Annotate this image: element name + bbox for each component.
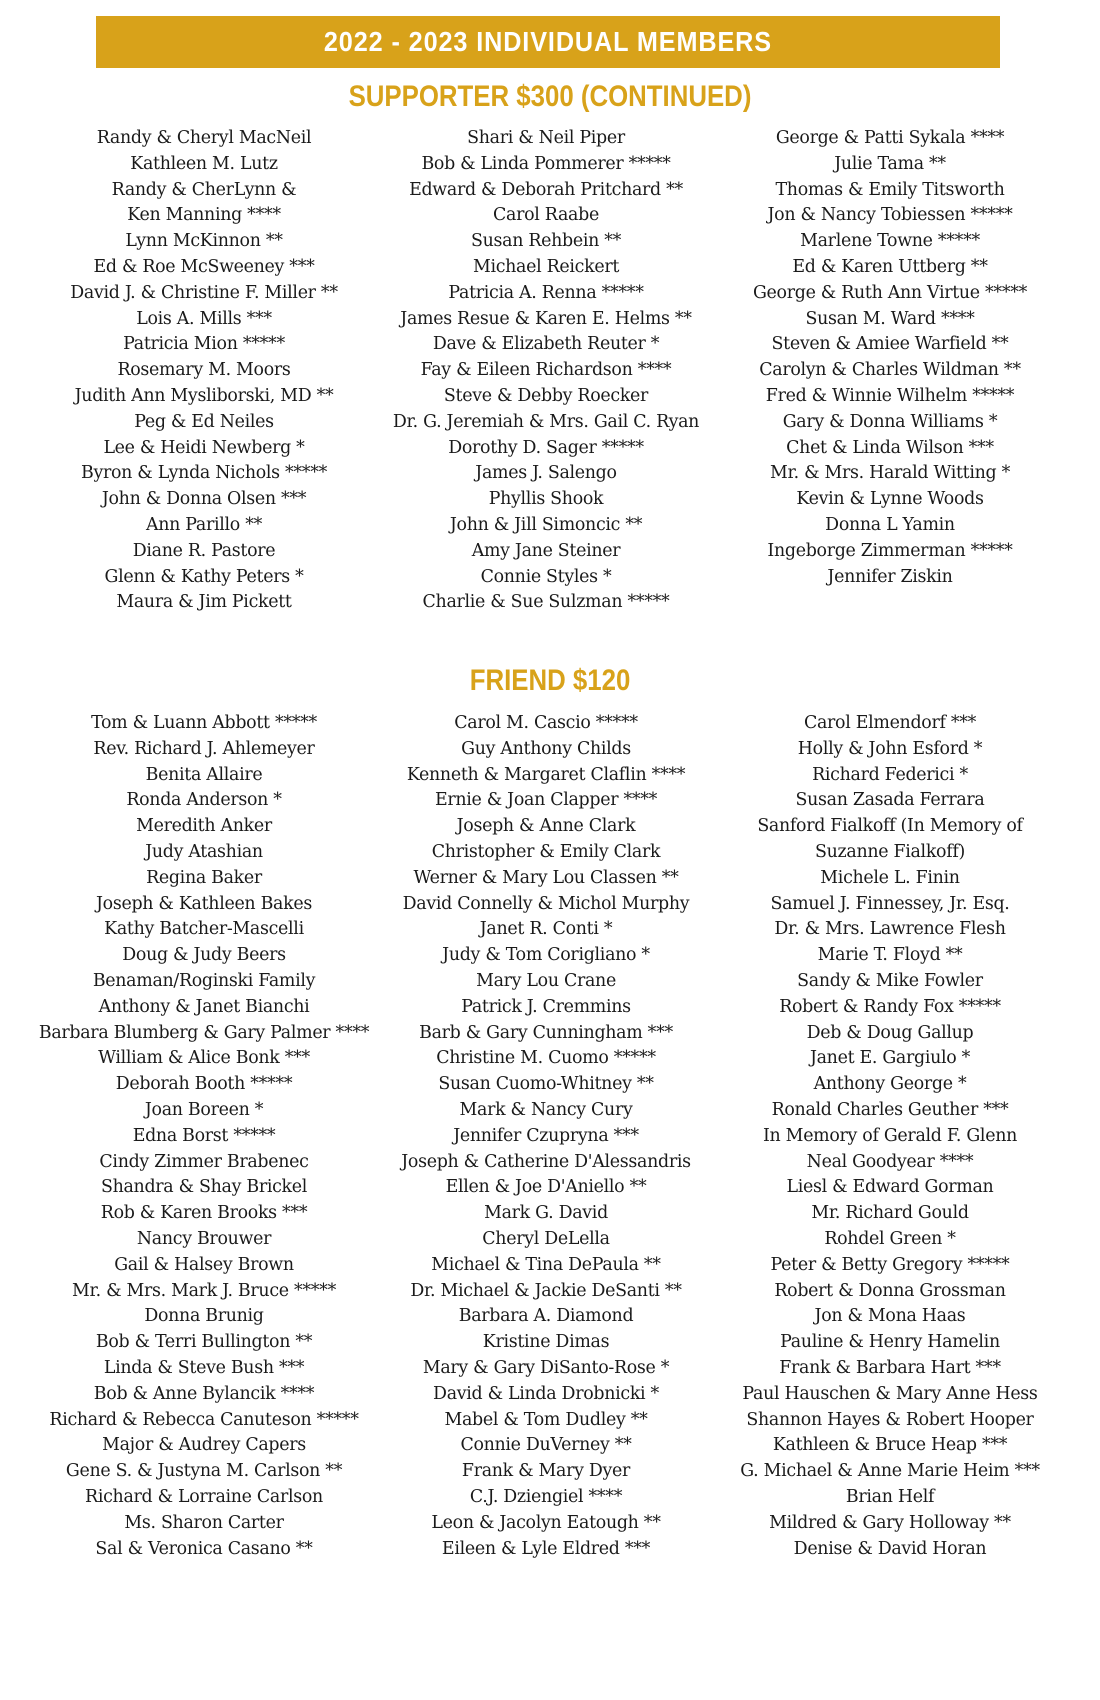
member-name: Charlie & Sue Sulzman ***** (422, 592, 670, 613)
member-name: Barb & Gary Cunningham *** (419, 1022, 673, 1043)
member-name: Randy & CherLynn & (111, 179, 297, 200)
member-name: David J. & Christine F. Miller ** (70, 282, 338, 303)
member-name: Joseph & Anne Clark (456, 816, 636, 837)
section-title-friend: FRIEND $120 (469, 664, 631, 697)
member-name: Brian Helf (845, 1486, 935, 1507)
member-name: Christine M. Cuomo ***** (436, 1048, 656, 1069)
member-name: Sandy & Mike Fowler (797, 970, 983, 991)
member-name: Carol Raabe (493, 205, 599, 226)
member-name: Chet & Linda Wilson *** (786, 437, 994, 458)
member-name: Neal Goodyear **** (806, 1151, 974, 1172)
member-name: Major & Audrey Capers (102, 1435, 306, 1456)
member-name: Edna Borst ***** (132, 1125, 276, 1146)
member-name: Carolyn & Charles Wildman ** (759, 360, 1021, 381)
member-name: Ronda Anderson * (126, 790, 282, 811)
member-name: Judy Atashian (145, 841, 263, 862)
member-name: Meredith Anker (136, 816, 272, 837)
member-name: Donna Brunig (144, 1306, 264, 1327)
member-name: C.J. Dziengiel **** (469, 1486, 623, 1507)
member-name: Susan Cuomo-Whitney ** (438, 1074, 654, 1095)
member-name: Anthony George * (813, 1074, 967, 1095)
member-name: Gary & Donna Williams * (782, 411, 998, 432)
member-name: Dr. G. Jeremiah & Mrs. Gail C. Ryan (392, 411, 700, 432)
member-name: Denise & David Horan (793, 1538, 987, 1559)
member-name: Eileen & Lyle Eldred *** (441, 1538, 651, 1559)
member-name: Dorothy D. Sager ***** (448, 437, 644, 458)
member-name: Mark & Nancy Cury (459, 1099, 633, 1120)
member-name: John & Donna Olsen *** (101, 489, 307, 510)
member-name: Deb & Doug Gallup (806, 1022, 974, 1043)
member-name: Doug & Judy Beers (122, 945, 286, 966)
member-name: Bob & Linda Pommerer ***** (421, 153, 671, 174)
member-name: Regina Baker (146, 867, 262, 888)
member-name: Kathleen & Bruce Heap *** (772, 1435, 1008, 1456)
member-name: John & Jill Simoncic ** (449, 514, 643, 535)
member-name: Lynn McKinnon ** (125, 231, 283, 252)
member-name: Ed & Roe McSweeney *** (93, 256, 315, 277)
member-name: Peg & Ed Neiles (134, 411, 274, 432)
member-name: Benaman/Roginski Family (92, 970, 316, 991)
member-name: Rosemary M. Moors (117, 360, 291, 381)
member-name: Holly & John Esford * (797, 738, 983, 759)
member-name: Mr. Richard Gould (811, 1203, 969, 1224)
member-name: Jennifer Czuprynа *** (453, 1125, 639, 1146)
member-name: Lee & Heidi Newberg * (103, 437, 305, 458)
member-name: Mildred & Gary Holloway ** (769, 1512, 1011, 1533)
member-name: Janet E. Gargiulo * (809, 1048, 971, 1069)
member-name: Rob & Karen Brooks *** (100, 1203, 308, 1224)
member-name: Byron & Lynda Nichols ***** (80, 463, 327, 484)
member-name: Ms. Sharon Carter (124, 1512, 284, 1533)
member-name: Fred & Winnie Wilhelm ***** (765, 385, 1015, 406)
member-name: Ingeborge Zimmerman ***** (767, 540, 1013, 561)
member-name: Ernie & Joan Clapper **** (434, 790, 658, 811)
member-name: In Memory of Gerald F. Glenn (762, 1125, 1017, 1146)
member-name: Lois A. Mills *** (136, 308, 272, 329)
column-1 (34, 126, 374, 616)
member-name: Janet R. Conti * (479, 919, 613, 940)
member-name: Joan Boreen * (144, 1099, 264, 1120)
member-name: Ed & Karen Uttberg ** (792, 256, 988, 277)
member-name: Richard Federici * (812, 764, 968, 785)
member-name: Connie Styles * (480, 566, 612, 587)
member-name: Anthony & Janet Bianchi (98, 996, 310, 1017)
member-name: Christopher & Emily Clark (431, 841, 661, 862)
member-name: Pauline & Henry Hamelin (780, 1332, 1000, 1353)
member-name: David Connelly & Michol Murphy (402, 893, 690, 914)
member-name: Patrick J. Cremmins (461, 996, 631, 1017)
member-name: Edward & Deborah Pritchard ** (409, 179, 683, 200)
member-name: Dr. & Mrs. Lawrence Flesh (774, 919, 1006, 940)
member-name: Mary Lou Crane (476, 970, 616, 991)
member-name: Kevin & Lynne Woods (796, 489, 984, 510)
header-banner (96, 16, 1000, 68)
member-name: Thomas & Emily Titsworth (775, 179, 1005, 200)
member-name: Mr. & Mrs. Mark J. Bruce ***** (72, 1280, 336, 1301)
member-name: Frank & Mary Dyer (461, 1461, 631, 1482)
member-name: Mabel & Tom Dudley ** (444, 1409, 648, 1430)
member-name: Joseph & Kathleen Bakes (96, 893, 312, 914)
member-name: Suzanne Fialkoff) (815, 841, 965, 862)
member-name: Robert & Donna Grossman (774, 1280, 1006, 1301)
member-name: Mary & Gary DiSanto-Rose * (422, 1357, 670, 1378)
member-name: Cheryl DeLella (482, 1228, 610, 1249)
member-name: Patricia Mion ***** (123, 334, 285, 355)
member-name: Steve & Debby Roecker (443, 385, 649, 406)
member-name: Connie DuVerney ** (460, 1435, 632, 1456)
member-name: Shari & Neil Piper (467, 128, 625, 148)
member-name: Fay & Eileen Richardson **** (420, 360, 672, 381)
member-name: Mr. & Mrs. Harald Witting * (770, 463, 1010, 484)
member-name: Sal & Veronica Casano ** (95, 1538, 313, 1559)
member-name: Kathleen M. Lutz (130, 153, 278, 174)
member-name: Susan Zasada Ferrara (795, 790, 985, 811)
member-name: Steven & Amiee Warfield ** (771, 334, 1009, 355)
member-name: Linda & Steve Bush *** (103, 1357, 305, 1378)
member-name: George & Ruth Ann Virtue ***** (752, 282, 1028, 303)
member-name: Marie T. Floyd ** (817, 945, 963, 966)
member-name: Barbara Blumberg & Gary Palmer **** (38, 1022, 370, 1043)
member-name: Michele L. Finin (820, 867, 960, 888)
member-name: Rev. Richard J. Ahlemeyer (93, 738, 315, 759)
member-name: Bob & Terri Bullington ** (95, 1332, 313, 1353)
member-name: Judith Ann Mysliborski, MD ** (74, 385, 334, 406)
member-name: Phyllis Shook (488, 489, 604, 510)
member-name: Richard & Rebecca Canuteson ***** (49, 1409, 359, 1430)
member-name: Glenn & Kathy Peters * (104, 566, 304, 587)
member-name: Deborah Booth ***** (115, 1074, 293, 1095)
member-name: Kenneth & Margaret Claflin **** (406, 764, 686, 785)
member-name: Gene S. & Justyna M. Carlson ** (65, 1461, 343, 1482)
member-name: Kathy Batcher-Mascelli (104, 919, 304, 940)
page-title: 2022 - 2023 INDIVIDUAL MEMBERS (323, 26, 773, 57)
member-name: G. Michael & Anne Marie Heim *** (740, 1461, 1040, 1482)
member-name: Rohdel Green * (824, 1228, 956, 1249)
member-name: Paul Hauschen & Mary Anne Hess (742, 1383, 1038, 1404)
member-name: Julie Tama ** (834, 153, 946, 174)
member-name: Jennifer Ziskin (827, 566, 953, 587)
member-name: Jon & Mona Haas (814, 1306, 966, 1327)
member-name: Guy Anthony Childs (461, 738, 631, 759)
member-name: Bob & Anne Bylancik **** (93, 1383, 315, 1404)
member-name: Tom & Luann Abbott ***** (91, 713, 317, 733)
member-name: Michael & Tina DePaula ** (431, 1254, 661, 1275)
column-1 (34, 711, 374, 1562)
member-name: Maura & Jim Pickett (116, 592, 292, 613)
member-name: James Resue & Karen E. Helms ** (400, 308, 692, 329)
member-name: Dr. Michael & Jackie DeSanti ** (410, 1280, 682, 1301)
member-name: Kristine Dimas (482, 1332, 610, 1353)
member-name: Carol M. Cascio ***** (454, 713, 638, 733)
member-name: Leon & Jacolyn Eatough ** (431, 1512, 661, 1533)
member-name: Patricia A. Renna ***** (448, 282, 644, 303)
member-name: Ann Parillo ** (146, 514, 262, 535)
member-name: Diane R. Pastore (132, 540, 276, 561)
member-name: William & Alice Bonk *** (98, 1048, 310, 1069)
column-3 (720, 711, 1060, 1562)
member-name: Susan M. Ward **** (805, 308, 975, 329)
member-name: Judy & Tom Corigliano * (442, 945, 650, 966)
member-name: Dave & Elizabeth Reuter * (432, 334, 660, 355)
member-name: David & Linda Drobnicki * (433, 1383, 659, 1404)
member-name: Amy Jane Steiner (471, 540, 621, 561)
member-name: Barbara A. Diamond (458, 1306, 634, 1327)
member-name: Donna L Yamin (825, 514, 955, 535)
member-name: Cindy Zimmer Brabenec (99, 1151, 309, 1172)
member-name: Benita Allaire (145, 764, 263, 785)
member-name: Carol Elmendorf *** (803, 713, 977, 733)
member-name: Ellen & Joe D'Aniello ** (445, 1177, 647, 1198)
member-name: Ronald Charles Geuther *** (771, 1099, 1009, 1120)
member-name: Liesl & Edward Gorman (786, 1177, 994, 1198)
member-name: Nancy Brouwer (136, 1228, 272, 1249)
column-2 (376, 711, 716, 1562)
member-name: Randy & Cheryl MacNeil (96, 128, 312, 148)
section-title-supporter: SUPPORTER $300 (CONTINUED) (348, 80, 752, 113)
member-name: Werner & Mary Lou Classen ** (413, 867, 679, 888)
member-name: Ken Manning **** (127, 205, 281, 226)
member-name: Robert & Randy Fox ***** (779, 996, 1001, 1017)
member-name: Michael Reickert (472, 256, 620, 277)
member-name: Susan Rehbein ** (470, 231, 622, 252)
member-name: Samuel J. Finnessey, Jr. Esq. (770, 893, 1010, 914)
column-2 (376, 126, 716, 616)
member-name: Sanford Fialkoff (In Memory of (757, 816, 1023, 837)
member-name: Joseph & Catherine D'Alessandris (401, 1151, 691, 1172)
column-3 (720, 126, 1060, 590)
member-name: Mark G. David (484, 1203, 608, 1224)
member-name: George & Patti Sykala **** (775, 128, 1005, 148)
member-name: Frank & Barbara Hart *** (779, 1357, 1001, 1378)
member-name: Gail & Halsey Brown (114, 1254, 294, 1275)
member-name: Marlene Towne ***** (800, 231, 980, 252)
member-name: Shandra & Shay Brickel (100, 1177, 308, 1198)
member-name: Jon & Nancy Tobiessen ***** (767, 205, 1013, 226)
member-name: James J. Salengo (475, 463, 617, 484)
member-name: Shannon Hayes & Robert Hooper (746, 1409, 1034, 1430)
member-name: Richard & Lorraine Carlson (85, 1486, 323, 1507)
member-name: Peter & Betty Gregory ***** (770, 1254, 1010, 1275)
